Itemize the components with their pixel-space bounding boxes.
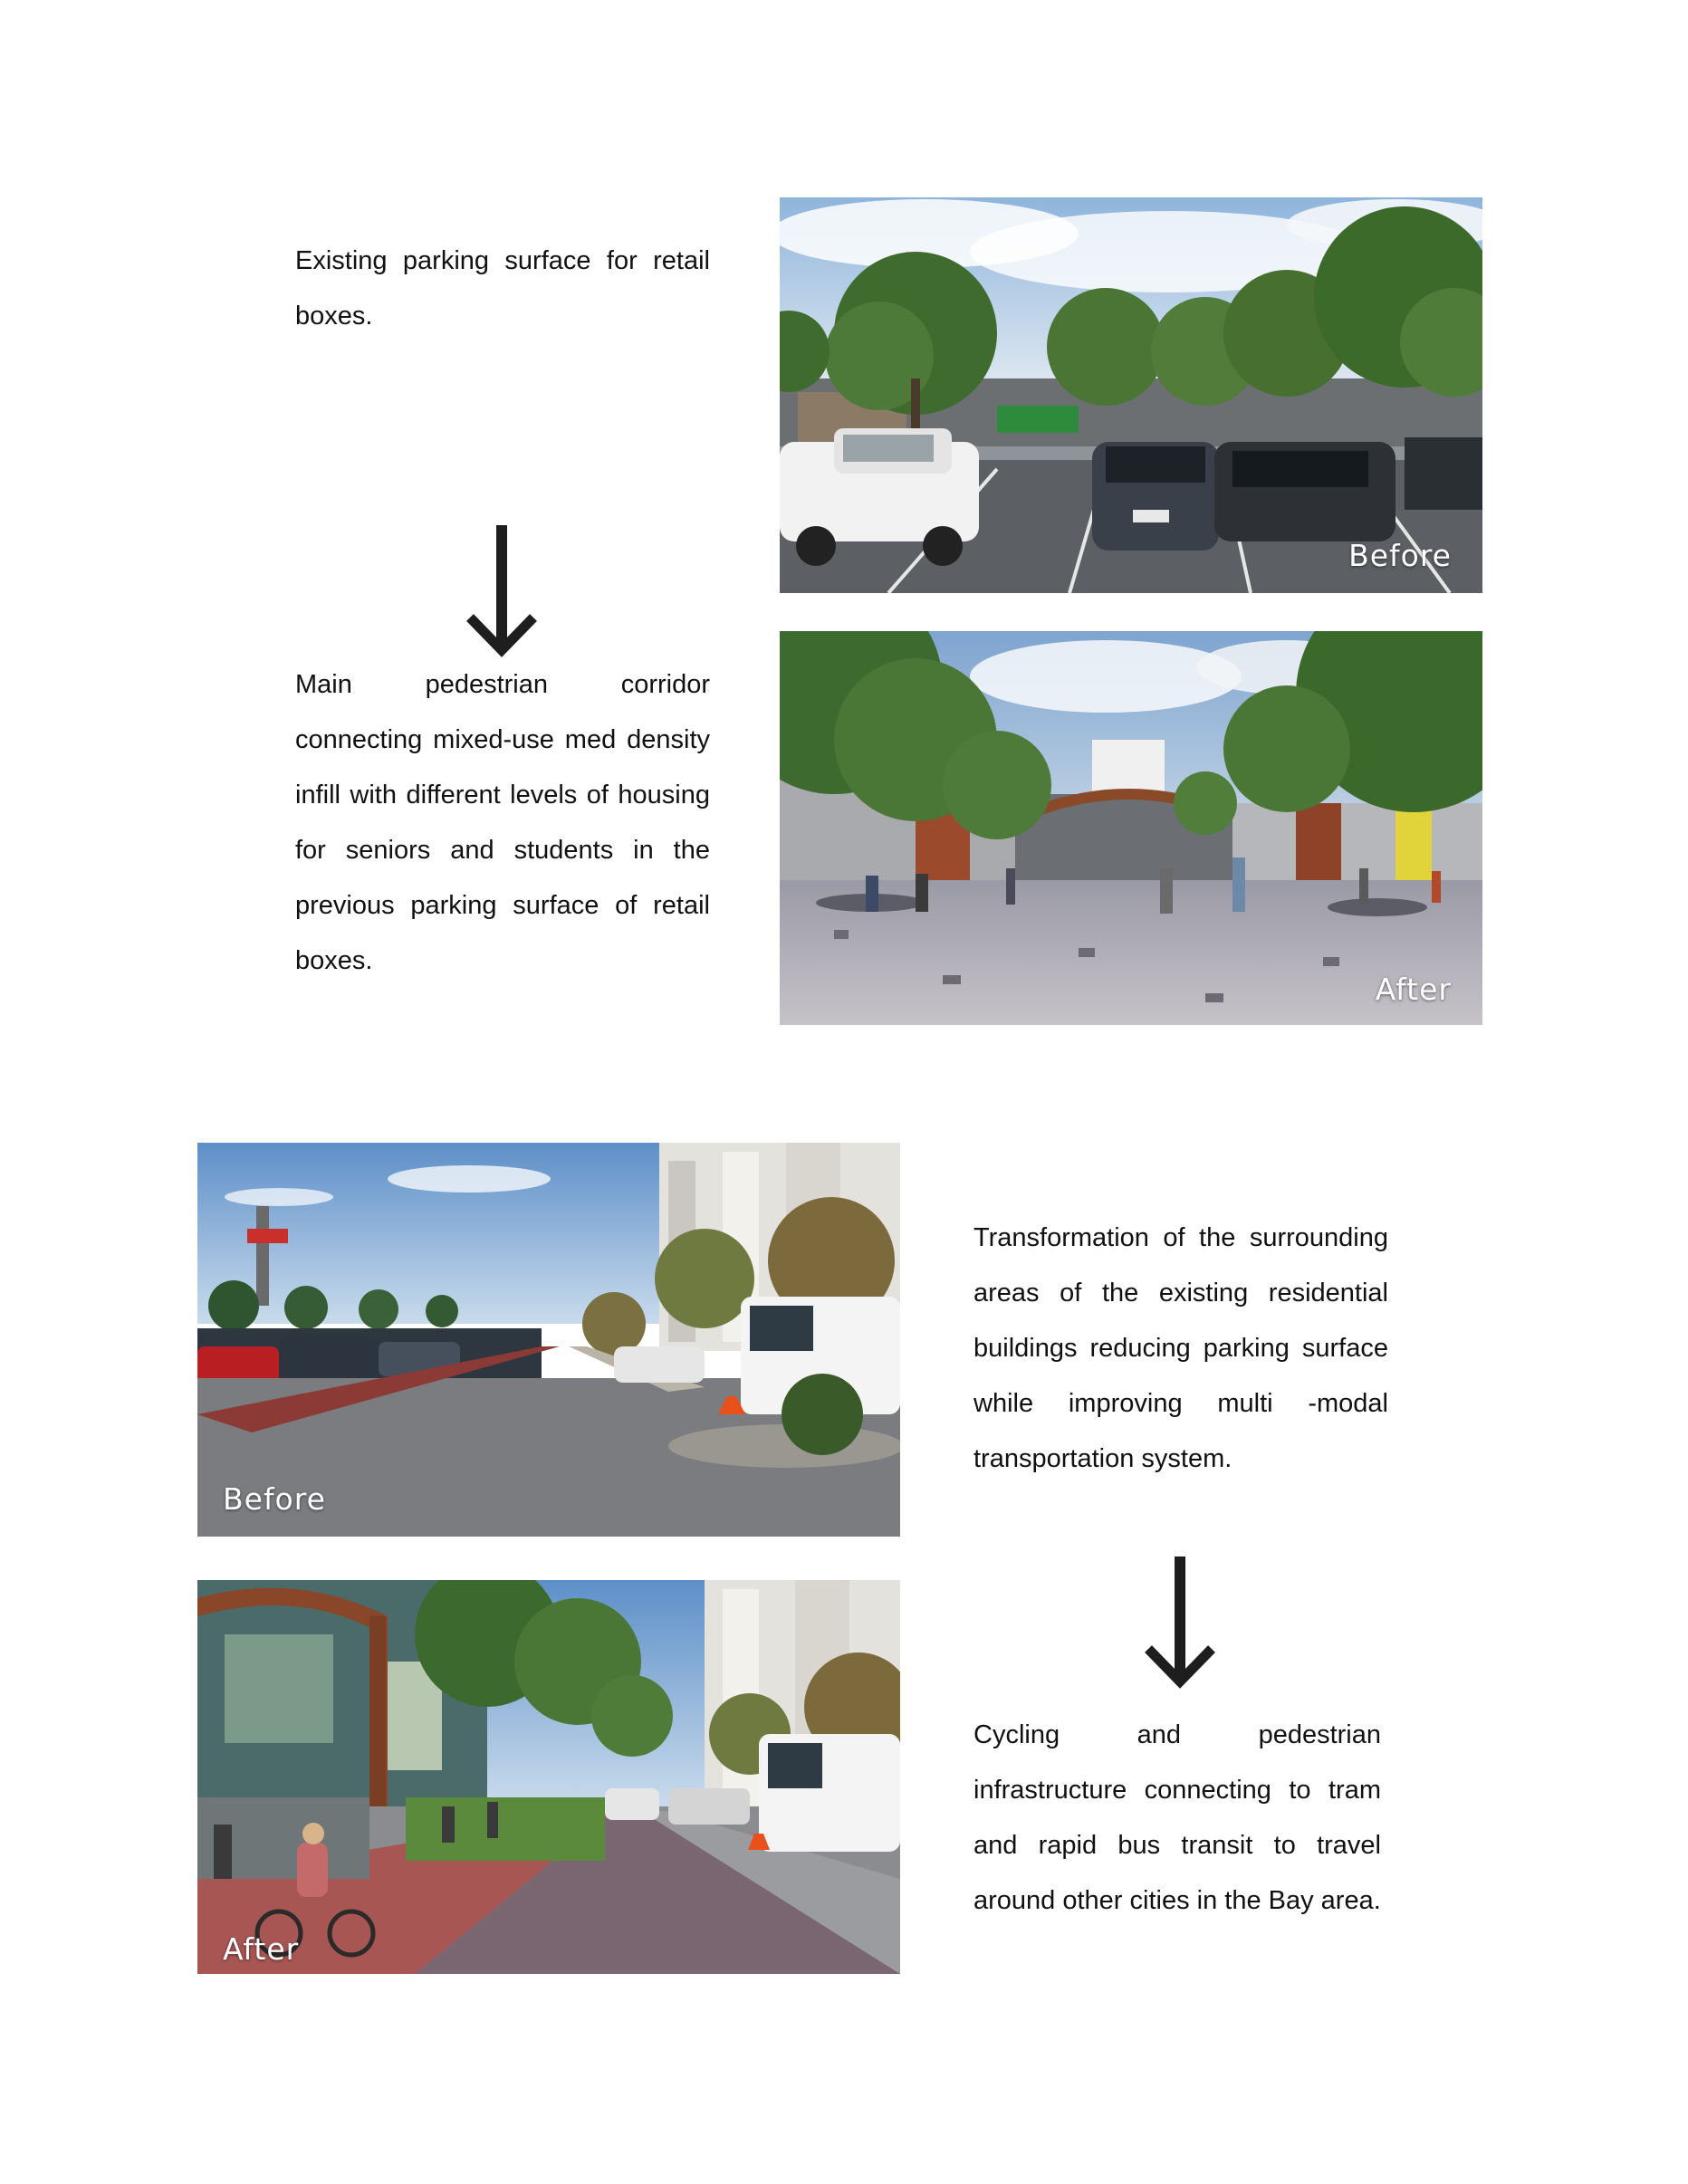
- down-arrow-icon: [1145, 1555, 1215, 1691]
- section-1-before-description: Existing parking surface for retail boxes.: [295, 246, 710, 330]
- section-2-after-description: Cycling and pedestrian infrastructure connecting to tram and rapid bus transit to travel around other cities in the Bay area.: [973, 1720, 1381, 1915]
- pedestrian-corridor-after-rendering: [780, 631, 1482, 1025]
- down-arrow-icon: [466, 523, 537, 659]
- after-photo-label: After: [223, 1931, 300, 1967]
- bike-lane-after-rendering: [197, 1580, 900, 1974]
- section-1-after-description: Main pedestrian corridor connecting mixed-use med density infill with different levels of housing for seniors and students in the previous parking surface of retail boxes.: [295, 670, 710, 975]
- section-2-before-description: Transformation of the surrounding areas of the existing residential buildings reducing parking surface while improving multi -modal transportation system.: [973, 1223, 1388, 1473]
- street-before-photo: [197, 1143, 900, 1537]
- before-photo-label: Before: [223, 1481, 326, 1517]
- after-photo-label: After: [1375, 972, 1452, 1007]
- parking-lot-before-photo: [780, 197, 1482, 593]
- before-photo-label: Before: [1348, 538, 1452, 573]
